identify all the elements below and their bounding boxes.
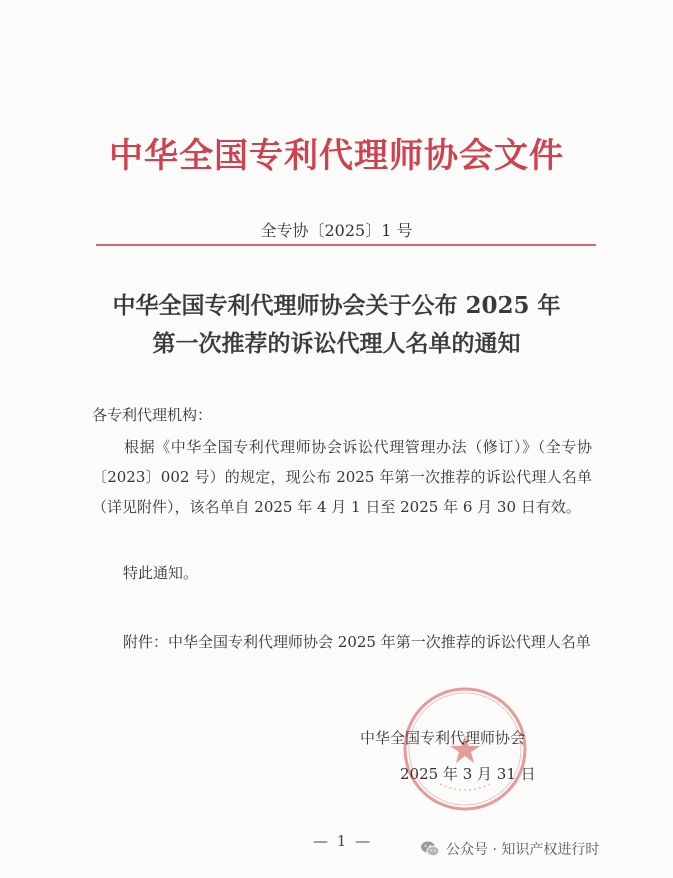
addressee: 各专利代理机构： bbox=[92, 406, 213, 424]
red-divider bbox=[96, 244, 596, 246]
attachment-name: 中华全国专利代理师协会 2025 年第一次推荐的诉讼代理人名单 bbox=[168, 633, 591, 651]
watermark bbox=[420, 839, 599, 859]
closing-text: 特此通知。 bbox=[123, 564, 199, 582]
notice-title-line-2: 第一次推荐的诉讼代理人名单的通知 bbox=[152, 330, 521, 357]
signature-date: 2025 年 3 月 31 日 bbox=[400, 765, 536, 783]
document-number: 全专协〔2025〕1 号 bbox=[260, 221, 413, 240]
watermark-text: 公众号 · 知识产权进行时 bbox=[446, 842, 600, 858]
notice-title-line-1: 中华全国专利代理师协会关于公布 2025 年 bbox=[112, 292, 561, 319]
page-number: — 1 — bbox=[313, 832, 373, 850]
official-seal-icon bbox=[400, 684, 530, 814]
notice-title bbox=[0, 287, 673, 363]
org-header-title: 中华全国专利代理师协会文件 bbox=[109, 136, 564, 176]
wechat-icon bbox=[420, 840, 440, 858]
attachment-label: 附件： bbox=[123, 633, 169, 651]
body-paragraph: 根据《中华全国专利代理师协会诉讼代理管理办法（修订）》（全专协〔2023〕002 号）的规定，现公布 2025 年第一次推荐的诉讼代理人名单（详见附件），该名单自 2025 年 4 月 1 日至 2025 年 6 月 30 日有效。 bbox=[92, 438, 592, 516]
signer-organization: 中华全国专利代理师协会 bbox=[360, 729, 526, 747]
attachment bbox=[123, 625, 593, 659]
